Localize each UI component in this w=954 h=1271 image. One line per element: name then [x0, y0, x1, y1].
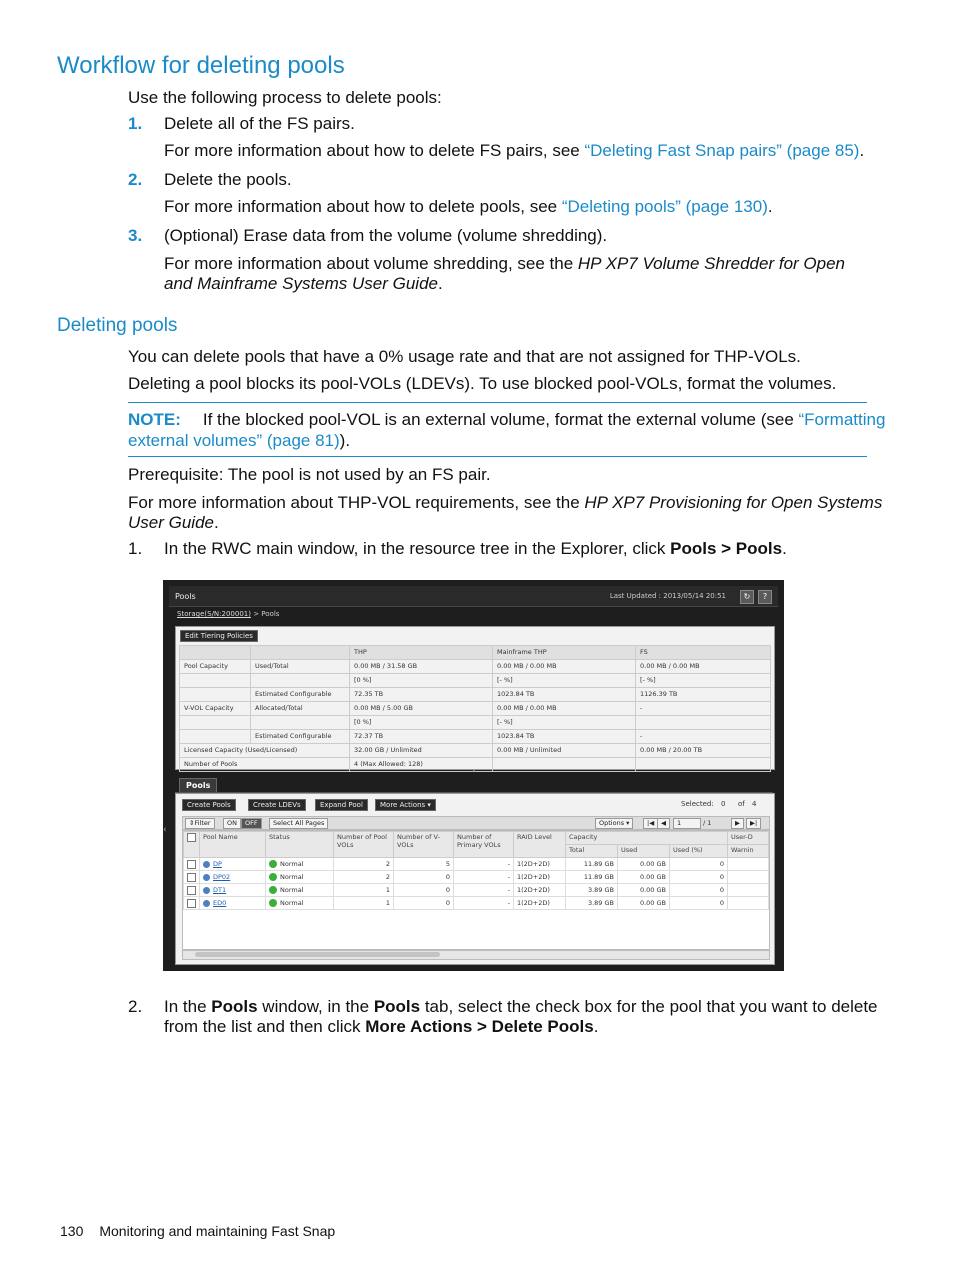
summary-cell: 0.00 MB / 0.00 MB [493, 660, 636, 674]
page-input[interactable]: 1 [673, 818, 701, 829]
status-normal-icon [269, 873, 277, 881]
breadcrumb-link[interactable]: Storage(S/N:200001) [177, 610, 251, 618]
proc-text-end: . [782, 539, 787, 558]
note-cont [128, 431, 350, 451]
window-title: Pools [175, 592, 196, 601]
summary-cell: Number of Pools [180, 758, 350, 772]
pools-grid [182, 830, 770, 950]
table-row[interactable] [184, 871, 769, 884]
cell: 0 [394, 884, 454, 897]
step-text: Delete the pools. [164, 170, 292, 189]
doc-title: User Guide [128, 513, 214, 532]
paragraph: You can delete pools that have a 0% usage rate and that are not assigned for THP-VOLs. [128, 347, 801, 366]
pool-icon [203, 900, 210, 907]
summary-cell: 72.35 TB [350, 688, 493, 702]
step-text: (Optional) Erase data from the volume (volume shredding). [164, 226, 608, 245]
proc-text: In the RWC main window, in the resource tree in the Explorer, click [164, 539, 671, 558]
checkbox[interactable] [187, 899, 196, 908]
col-header[interactable]: Number of Pool VOLs [334, 832, 394, 858]
status-normal-icon [269, 860, 277, 868]
col-header[interactable]: Pool Name [200, 832, 266, 858]
chapter-title: Monitoring and maintaining Fast Snap [99, 1223, 336, 1239]
checkbox[interactable] [187, 873, 196, 882]
of-label: of [738, 800, 745, 808]
pools-tab-panel [175, 793, 775, 965]
explorer-collapse-icon[interactable]: ‹ [163, 825, 167, 835]
cell: 0.00 GB [618, 884, 670, 897]
status-text: Normal [280, 886, 304, 894]
cell: - [454, 871, 514, 884]
cell: 1 [334, 897, 394, 910]
step-number: 3. [128, 226, 143, 245]
col-header[interactable]: Number of Primary VOLs [454, 832, 514, 858]
prev-page-icon[interactable]: ◀ [657, 818, 670, 829]
summary-cell: V-VOL Capacity [180, 702, 251, 716]
note-text-end: ). [339, 431, 351, 450]
cell: 1 [334, 884, 394, 897]
status-text: Normal [280, 899, 304, 907]
more-actions-label: More Actions [380, 801, 426, 809]
note-top-rule [128, 402, 867, 403]
proc-step [164, 997, 878, 1017]
info-text: For more information about how to delete pools, see [164, 197, 562, 216]
status-cell [266, 871, 334, 884]
xref-link[interactable]: “Deleting pools” (page 130) [561, 197, 768, 216]
status-cell [266, 858, 334, 871]
selected-count: 0 [721, 800, 726, 808]
xref-link[interactable]: “Formatting [798, 410, 886, 429]
cell: 2 [334, 858, 394, 871]
options-label: Options [599, 819, 625, 827]
summary-cell: [0 %] [350, 716, 493, 730]
summary-cell: Used/Total [251, 660, 350, 674]
summary-table [179, 645, 771, 772]
summary-header: THP [350, 646, 493, 660]
next-page-icon[interactable]: ▶ [731, 818, 744, 829]
summary-cell: [- %] [636, 674, 771, 688]
summary-cell: Estimated Configurable [251, 688, 350, 702]
pools-window-screenshot [163, 580, 784, 971]
col-header[interactable]: Warnin [728, 845, 769, 858]
cell: 0 [670, 897, 728, 910]
summary-cell: 4 (Max Allowed: 128) [350, 758, 493, 772]
ui-term: Pools [373, 997, 421, 1016]
doc-title: HP XP7 Provisioning for Open Systems [584, 493, 883, 512]
cell: 0 [670, 858, 728, 871]
cell: 0.00 GB [618, 858, 670, 871]
status-cell [266, 897, 334, 910]
cell: 11.89 GB [566, 858, 618, 871]
ui-path: More Actions > Delete Pools [365, 1017, 594, 1036]
cell: 2 [334, 871, 394, 884]
prerequisite: Prerequisite: The pool is not used by an FS pair. [128, 465, 491, 484]
paragraph: Deleting a pool blocks its pool-VOLs (LDEVs). To use blocked pool-VOLs, format the volumes. [128, 374, 837, 393]
note-label: NOTE: [128, 410, 181, 429]
summary-cell: 0.00 MB / 31.58 GB [350, 660, 493, 674]
note [128, 410, 885, 430]
intro-text: Use the following process to delete pools: [128, 88, 442, 107]
ui-term: Pools [211, 997, 258, 1016]
summary-cell: 1126.39 TB [636, 688, 771, 702]
cell: 1(2D+2D) [514, 897, 566, 910]
cell: 0 [670, 884, 728, 897]
summary-cell [251, 674, 350, 688]
col-header[interactable]: Number of V-VOLs [394, 832, 454, 858]
create-ldevs-button[interactable]: Create LDEVs [248, 799, 306, 811]
summary-cell: 1023.84 TB [493, 730, 636, 744]
checkbox[interactable] [187, 860, 196, 869]
cell: 1(2D+2D) [514, 871, 566, 884]
row-checkbox[interactable] [184, 897, 200, 910]
step-text: Delete all of the FS pairs. [164, 114, 355, 133]
step-info [164, 141, 864, 161]
cell [728, 858, 769, 871]
pool-icon [203, 861, 210, 868]
first-page-icon[interactable]: |◀ [643, 818, 658, 829]
summary-header [251, 646, 350, 660]
scrollbar-thumb[interactable] [195, 952, 440, 957]
cell [728, 871, 769, 884]
step-number: 1. [128, 114, 143, 133]
tab-bar [175, 778, 773, 793]
summary-cell [636, 716, 771, 730]
cell: 0 [670, 871, 728, 884]
summary-cell: Estimated Configurable [251, 730, 350, 744]
chevron-down-icon: ▾ [626, 819, 630, 827]
summary-cell [180, 730, 251, 744]
chevron-down-icon: ▾ [427, 801, 431, 809]
selected-label: Selected: [681, 800, 714, 808]
select-all-checkbox[interactable] [184, 832, 200, 858]
xref-link[interactable]: “Deleting Fast Snap pairs” (page 85) [584, 141, 860, 160]
pool-icon [203, 887, 210, 894]
step-number: 2. [128, 170, 143, 189]
pools-table [183, 831, 769, 910]
more-actions-button[interactable] [375, 799, 436, 811]
col-header[interactable]: Used [618, 845, 670, 858]
checkbox[interactable] [187, 833, 196, 842]
proc-text-end: . [593, 1017, 599, 1036]
summary-header: FS [636, 646, 771, 660]
cell: 1(2D+2D) [514, 884, 566, 897]
info-text-end: . [767, 197, 773, 216]
summary-cell: [0 %] [350, 674, 493, 688]
pool-link[interactable]: ED0 [213, 899, 227, 907]
cell: - [454, 858, 514, 871]
create-pools-button[interactable]: Create Pools [182, 799, 236, 811]
info-text-end: . [859, 141, 865, 160]
ui-path: Pools > Pools [670, 539, 783, 558]
cell: 0.00 GB [618, 897, 670, 910]
summary-cell [251, 716, 350, 730]
cell: 0 [394, 897, 454, 910]
proc-text: In the [164, 997, 212, 1016]
last-page-icon[interactable]: ▶| [746, 818, 761, 829]
proc-step-cont [164, 1017, 598, 1037]
summary-header [180, 646, 251, 660]
cell: - [454, 884, 514, 897]
pool-name-cell[interactable] [200, 871, 266, 884]
refresh-icon[interactable]: ↻ [740, 590, 754, 604]
summary-panel [175, 626, 775, 770]
summary-cell [180, 674, 251, 688]
summary-cell [180, 716, 251, 730]
info-text-end: . [438, 274, 443, 293]
pool-icon [203, 874, 210, 881]
col-header[interactable]: Total [566, 845, 618, 858]
pool-link[interactable]: DT1 [213, 886, 227, 894]
filter-label: Filter [194, 819, 211, 827]
status-normal-icon [269, 886, 277, 894]
proc-text: from the list and then click [164, 1017, 366, 1036]
info-text: For more information about how to delete FS pairs, see [164, 141, 585, 160]
thp-info-cont [128, 513, 219, 533]
proc-number: 2. [128, 997, 143, 1016]
breadcrumb-current: > Pools [250, 610, 280, 618]
note-text: If the blocked pool-VOL is an external volume, format the external volume (see [202, 410, 799, 429]
cell: - [454, 897, 514, 910]
filter-button[interactable] [185, 818, 215, 829]
cell [728, 897, 769, 910]
cell [728, 884, 769, 897]
pool-link[interactable]: DP [213, 860, 222, 868]
summary-cell: Allocated/Total [251, 702, 350, 716]
summary-cell: 0.00 MB / 0.00 MB [493, 702, 636, 716]
cell: 11.89 GB [566, 871, 618, 884]
pool-name-cell[interactable] [200, 897, 266, 910]
proc-step [164, 539, 787, 559]
status-text: Normal [280, 873, 304, 881]
filter-on-toggle[interactable]: ON [223, 818, 241, 829]
summary-cell: 0.00 MB / Unlimited [493, 744, 636, 758]
page-number: 130 [60, 1223, 84, 1239]
summary-cell: Pool Capacity [180, 660, 251, 674]
edit-tiering-policies-button[interactable]: Edit Tiering Policies [180, 630, 258, 642]
summary-cell: 72.37 TB [350, 730, 493, 744]
subsection-heading: Deleting pools [57, 315, 178, 336]
summary-cell: 0.00 MB / 5.00 GB [350, 702, 493, 716]
row-checkbox[interactable] [184, 884, 200, 897]
filter-bar [182, 816, 770, 830]
col-header[interactable]: RAID Level [514, 832, 566, 858]
page-footer [60, 1223, 335, 1239]
doc-title: HP XP7 Volume Shredder for Open [577, 254, 845, 273]
filter-icon: ⇕ [189, 819, 195, 827]
cell: 3.89 GB [566, 884, 618, 897]
col-header[interactable]: Status [266, 832, 334, 858]
summary-cell: 1023.84 TB [493, 688, 636, 702]
proc-number: 1. [128, 539, 143, 558]
step-info-cont [164, 274, 443, 294]
summary-cell [180, 688, 251, 702]
proc-text: window, in the [257, 997, 374, 1016]
cell: 5 [394, 858, 454, 871]
panel-splitter[interactable]: ⌃ [470, 769, 478, 778]
note-bottom-rule [128, 456, 867, 457]
summary-cell: 0.00 MB / 20.00 TB [636, 744, 771, 758]
help-icon[interactable]: ? [758, 590, 772, 604]
cell: 3.89 GB [566, 897, 618, 910]
xref-link[interactable]: external volumes” (page 81) [128, 431, 340, 450]
cell: 1(2D+2D) [514, 858, 566, 871]
table-row[interactable] [184, 858, 769, 871]
col-header[interactable]: Used (%) [670, 845, 728, 858]
step-info [164, 254, 845, 274]
pool-name-cell[interactable] [200, 884, 266, 897]
status-normal-icon [269, 899, 277, 907]
window-titlebar [169, 586, 778, 607]
select-all-pages-button[interactable]: Select All Pages [269, 818, 328, 829]
section-heading: Workflow for deleting pools [57, 52, 345, 79]
col-group-header: Capacity [566, 832, 728, 845]
tab-pools[interactable]: Pools [179, 778, 217, 792]
cell: 0.00 GB [618, 871, 670, 884]
proc-text: tab, select the check box for the pool that you want to delete [420, 997, 878, 1016]
step-info [164, 197, 773, 217]
row-checkbox[interactable] [184, 871, 200, 884]
horizontal-scrollbar[interactable] [182, 950, 770, 960]
info-text-end: . [213, 513, 219, 532]
summary-cell: [- %] [493, 716, 636, 730]
summary-cell: - [636, 730, 771, 744]
last-updated: Last Updated : 2013/05/14 20:51 [609, 592, 726, 600]
checkbox[interactable] [187, 886, 196, 895]
breadcrumb [177, 610, 279, 618]
summary-cell: - [636, 702, 771, 716]
summary-header: Mainframe THP [493, 646, 636, 660]
pool-link[interactable]: DP02 [213, 873, 231, 881]
options-button[interactable] [595, 818, 633, 829]
cell: 0 [394, 871, 454, 884]
summary-cell: 32.00 GB / Unlimited [350, 744, 493, 758]
col-group-header: User-D [728, 832, 769, 845]
status-cell [266, 884, 334, 897]
pool-name-cell[interactable] [200, 858, 266, 871]
filter-off-toggle[interactable]: OFF [241, 818, 262, 829]
summary-cell: Licensed Capacity (Used/Licensed) [180, 744, 350, 758]
table-row[interactable] [184, 897, 769, 910]
total-count: 4 [752, 800, 757, 808]
info-text: For more information about volume shredding, see the [164, 254, 578, 273]
thp-info [128, 493, 882, 513]
status-text: Normal [280, 860, 304, 868]
doc-title: and Mainframe Systems User Guide [164, 274, 438, 293]
expand-pool-button[interactable]: Expand Pool [315, 799, 368, 811]
summary-cell: [- %] [493, 674, 636, 688]
info-text: For more information about THP-VOL requirements, see the [128, 493, 585, 512]
table-row[interactable] [184, 884, 769, 897]
page-total: / 1 [703, 819, 712, 827]
summary-cell: 0.00 MB / 0.00 MB [636, 660, 771, 674]
row-checkbox[interactable] [184, 858, 200, 871]
